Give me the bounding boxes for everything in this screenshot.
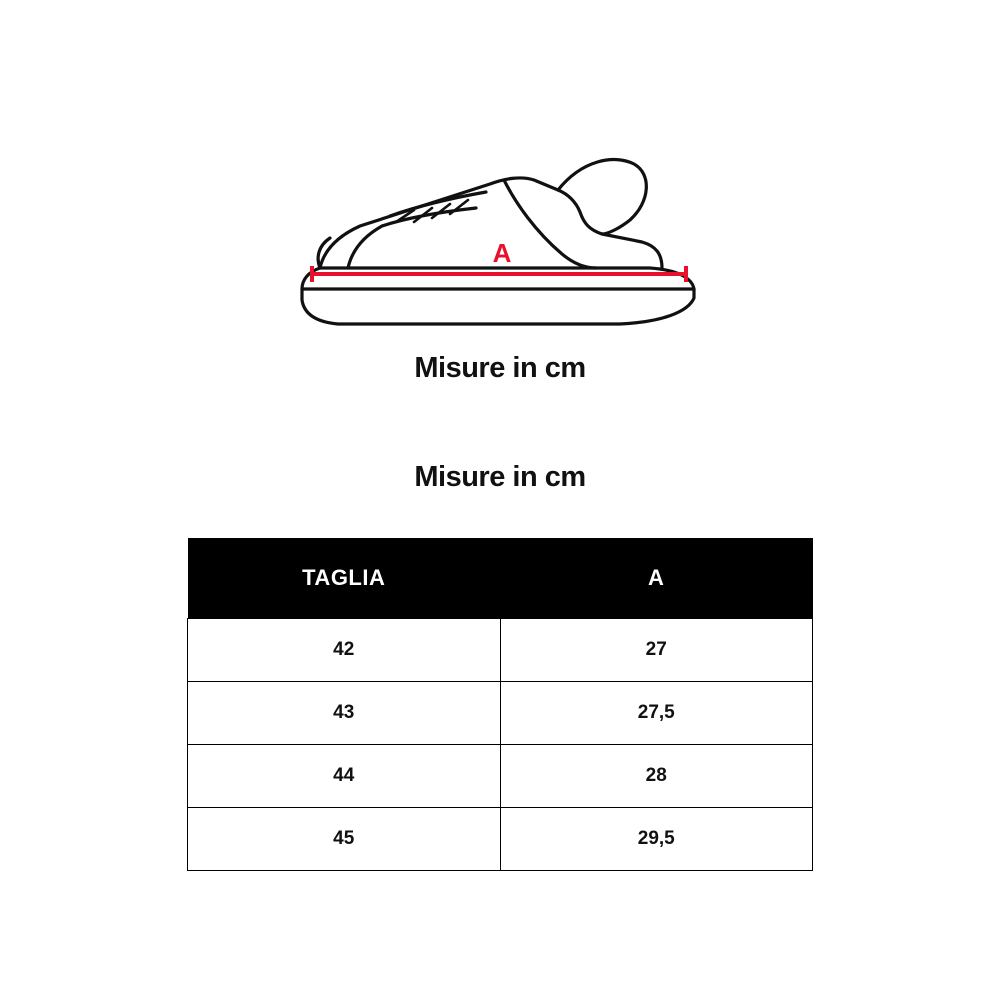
- table-row: [188, 619, 813, 682]
- cell-taglia: 42: [188, 619, 501, 682]
- cell-a: 27,5: [500, 682, 813, 745]
- caption-above-table: Misure in cm: [414, 461, 586, 493]
- shoe-diagram: [290, 150, 710, 340]
- cell-a: 29,5: [500, 808, 813, 871]
- column-header-a: A: [500, 538, 813, 619]
- table-header-row: [188, 538, 813, 619]
- table-row: [188, 808, 813, 871]
- size-table: [187, 538, 813, 871]
- caption-under-diagram: Misure in cm: [414, 352, 586, 384]
- cell-taglia: 43: [188, 682, 501, 745]
- sneaker-side-view-icon: [290, 150, 710, 340]
- table-row: [188, 745, 813, 808]
- cell-taglia: 45: [188, 808, 501, 871]
- cell-a: 28: [500, 745, 813, 808]
- cell-a: 27: [500, 619, 813, 682]
- measure-label-a: A: [492, 238, 512, 268]
- cell-taglia: 44: [188, 745, 501, 808]
- column-header-taglia: TAGLIA: [188, 538, 501, 619]
- table-row: [188, 682, 813, 745]
